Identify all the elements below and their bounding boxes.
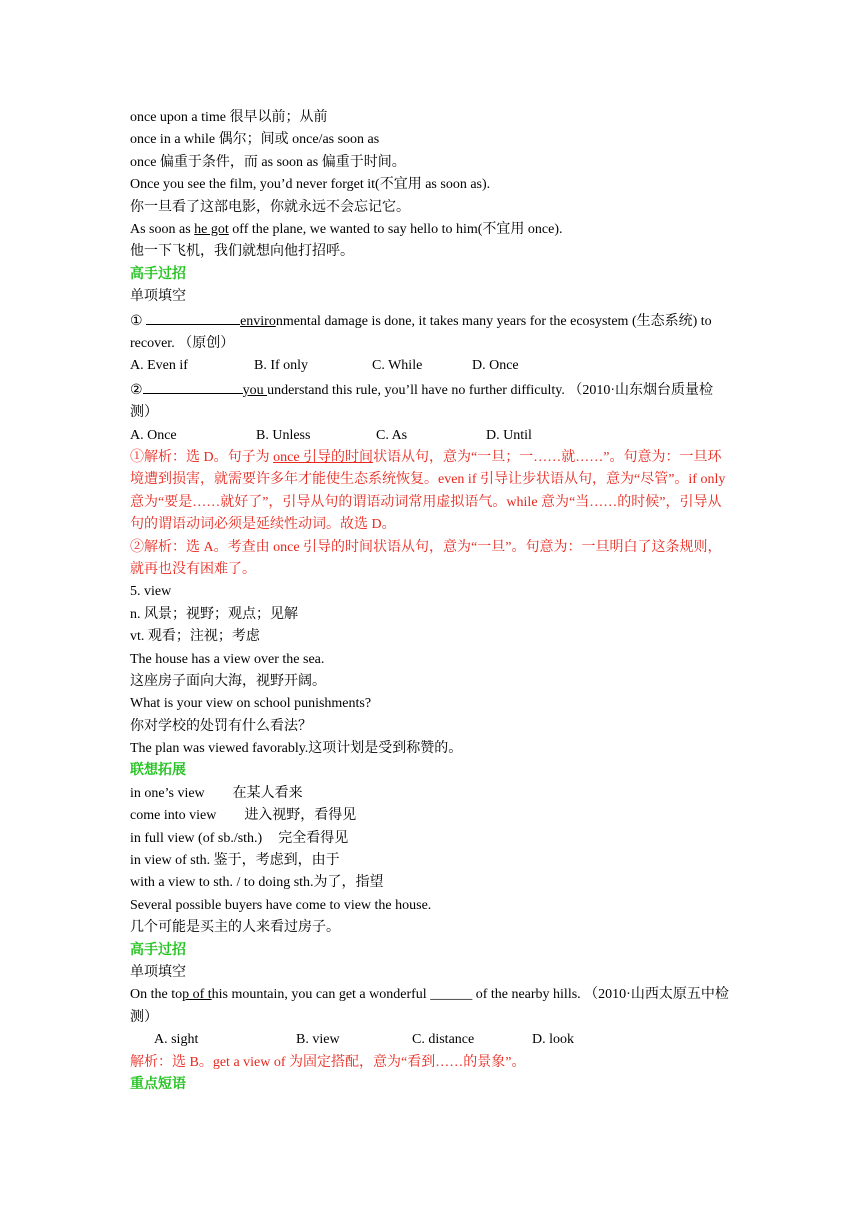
text-line: Once you see the film, you’d never forget it(不宜用 as soon as). xyxy=(130,177,491,193)
option-b: B. view xyxy=(296,1032,340,1048)
option-d: D. Until xyxy=(486,427,532,443)
phrase-cn: 在某人看来 xyxy=(232,785,303,801)
text-line: n. 风景；视野；观点；见解 xyxy=(130,606,298,622)
option-a: A. sight xyxy=(154,1032,199,1048)
entry-heading: 5. view xyxy=(130,584,172,600)
answer-blank xyxy=(146,309,240,325)
text-line: Several possible buyers have come to view the house. xyxy=(130,897,432,913)
question-text: understand this rule, you’ll have no further difficulty. （2010·山东烟台质量检测） xyxy=(130,382,714,421)
text-line: 这座房子面向大海，视野开阔。 xyxy=(130,673,326,689)
question-1 xyxy=(130,309,732,356)
question-number: ② xyxy=(130,382,143,398)
underlined-text: once 引导的时间 xyxy=(273,449,374,465)
underlined-text: p of t xyxy=(182,987,212,1003)
text-line: 几个可能是买主的人来看过房子。 xyxy=(130,920,340,936)
text-line: 你一旦看了这部电影，你就永远不会忘记它。 xyxy=(130,199,410,215)
option-a: A. Even if xyxy=(130,358,188,374)
question-2 xyxy=(130,378,732,425)
text-line: The house has a view over the sea. xyxy=(130,651,325,667)
option-d: D. Once xyxy=(472,358,519,374)
text-segment: 状语从句，意为“一旦；一……就……”。句意为：一旦环境遭到损害，就需要许多年才能使生态系统恢复。even if 引导让步状语从句，意为“尽管”。if only 意为“要是……就好了”，引导从句的谓语动词常用虚拟语气。while 意为“当……的时候”，引导从句的谓语动词必须是延续性动词。故选 D。 xyxy=(130,449,726,533)
options-row xyxy=(130,1029,732,1051)
text-line: once 偏重于条件，而 as soon as 偏重于时间。 xyxy=(130,154,406,170)
question-number: ① xyxy=(130,313,143,329)
underlined-text: he got xyxy=(194,221,229,237)
text-segment: On the to xyxy=(130,987,183,1003)
text-line: vt. 观看；注视；考虑 xyxy=(130,629,260,645)
text-line: 他一下飞机，我们就想向他打招呼。 xyxy=(130,244,354,260)
text-line xyxy=(130,219,732,241)
options-row xyxy=(130,425,732,447)
phrase-en: in full view (of sb./sth.) xyxy=(130,830,263,846)
answer-blank xyxy=(143,378,243,394)
phrase-line: with a view to sth. / to doing sth.为了，指望 xyxy=(130,875,384,891)
text-segment: his mountain, you can get a wonderful xyxy=(211,987,431,1003)
document-body xyxy=(130,107,732,1096)
text-segment: of the nearby hills. （2010·山西太原五中检测） xyxy=(130,987,729,1025)
underlined-text: enviro xyxy=(240,313,276,329)
options-row xyxy=(130,355,732,377)
phrase-line xyxy=(130,828,732,850)
section-subheading: 单项填空 xyxy=(130,965,186,980)
section-subheading: 单项填空 xyxy=(130,289,186,305)
text-line: once upon a time 很早以前；从前 xyxy=(130,110,328,125)
text-segment: As soon as xyxy=(130,221,195,237)
question-text: nmental damage is done, it takes many years for the ecosystem (生态系统) to recover. （原创） xyxy=(130,313,712,351)
phrase-en: in one’s view xyxy=(130,785,205,801)
option-c: C. distance xyxy=(412,1032,475,1048)
answer-explanation-1 xyxy=(130,447,732,537)
text-segment: off the plane, we wanted to say hello to him(不宜用 once). xyxy=(228,221,563,237)
text-segment: ①解析：选 D。句子为 xyxy=(130,449,274,465)
phrase-cn: 进入视野，看得见 xyxy=(244,808,357,824)
option-b: B. Unless xyxy=(256,427,311,443)
phrase-line xyxy=(130,805,732,827)
option-b: B. If only xyxy=(254,358,309,374)
text-line: What is your view on school punishments? xyxy=(130,696,372,712)
phrase-cn: 完全看得见 xyxy=(278,830,349,846)
phrase-line xyxy=(130,783,732,805)
phrase-en: come into view xyxy=(130,808,217,824)
section-heading: 联想拓展 xyxy=(130,763,186,779)
section-heading: 重点短语 xyxy=(130,1076,186,1092)
option-c: C. As xyxy=(376,427,408,443)
option-c: C. While xyxy=(372,358,423,374)
option-a: A. Once xyxy=(130,427,177,443)
answer-explanation-3: 解析：选 B。get a view of 为固定搭配，意为“看到……的景象”。 xyxy=(130,1054,526,1070)
answer-explanation-2: ②解析：选 A。考查由 once 引导的时间状语从句，意为“一旦”。句意为：一旦明白了这条规则，就再也没有困难了。 xyxy=(130,539,722,577)
text-line: 你对学校的处罚有什么看法？ xyxy=(130,718,312,734)
text-line: The plan was viewed favorably.这项计划是受到称赞的。 xyxy=(130,741,463,757)
phrase-line: in view of sth. 鉴于，考虑到，由于 xyxy=(130,853,340,869)
section-heading: 高手过招 xyxy=(130,942,186,958)
question-3 xyxy=(130,984,732,1029)
section-heading: 高手过招 xyxy=(130,266,186,282)
option-d: D. look xyxy=(532,1032,574,1048)
text-line: once in a while 偶尔；间或 once/as soon as xyxy=(130,132,380,148)
underlined-text: you xyxy=(242,382,268,398)
answer-blank: ______ xyxy=(430,987,473,1003)
